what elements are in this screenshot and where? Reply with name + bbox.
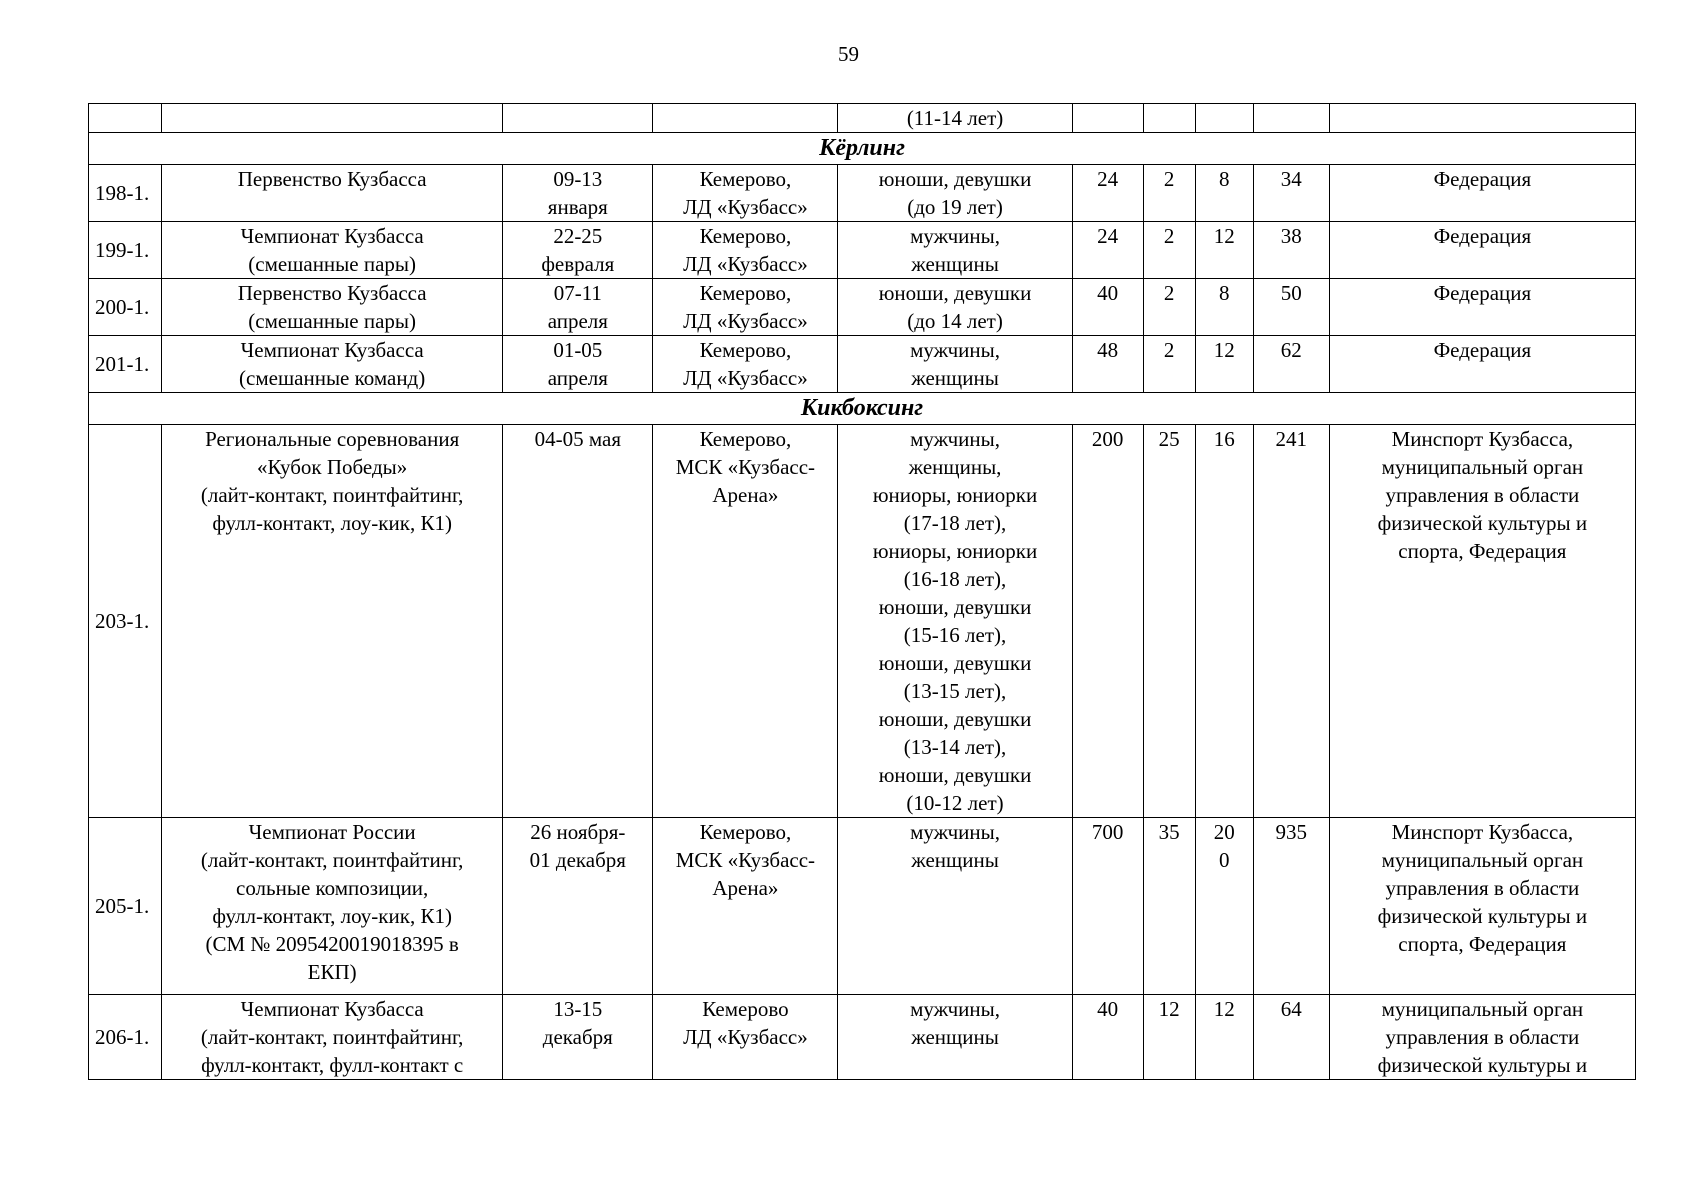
- cell-athletes: 200: [1072, 425, 1143, 818]
- cell-date: 09-13 января: [503, 165, 653, 222]
- section-header-row: [89, 393, 1636, 425]
- cell-participants: мужчины, женщины: [838, 995, 1072, 1080]
- cell-date: 22-25 февраля: [503, 222, 653, 279]
- cell-date: 13-15 декабря: [503, 995, 653, 1080]
- cell-athletes: 700: [1072, 818, 1143, 995]
- table-row: [89, 279, 1636, 336]
- cell-judges: 20 0: [1195, 818, 1253, 995]
- events-table: [88, 103, 1636, 1080]
- cell-participants: мужчины, женщины: [838, 818, 1072, 995]
- cell-name: [162, 104, 503, 133]
- carry-over-row: [89, 104, 1636, 133]
- cell-coaches: 2: [1143, 336, 1195, 393]
- cell-name: Чемпионат России (лайт-контакт, поинтфайтинг, сольные композиции, фулл-контакт, лоу-кик, К1) (СМ № 2095420019018395 в ЕКП): [162, 818, 503, 995]
- cell-judges: 12: [1195, 222, 1253, 279]
- cell-judges: 12: [1195, 336, 1253, 393]
- cell-num: 201-1.: [89, 336, 162, 393]
- cell-num: 203-1.: [89, 425, 162, 818]
- cell-name: Чемпионат Кузбасса (смешанные пары): [162, 222, 503, 279]
- cell-judges: 12: [1195, 995, 1253, 1080]
- cell-coaches: 12: [1143, 995, 1195, 1080]
- table-row: [89, 336, 1636, 393]
- cell-num: 198-1.: [89, 165, 162, 222]
- cell-date: 26 ноября- 01 декабря: [503, 818, 653, 995]
- cell-organizer: муниципальный орган управления в области физической культуры и: [1329, 995, 1635, 1080]
- cell-num: [89, 104, 162, 133]
- cell-place: [653, 104, 838, 133]
- cell-total: 62: [1253, 336, 1329, 393]
- table-row: [89, 222, 1636, 279]
- cell-organizer: Минспорт Кузбасса, муниципальный орган управления в области физической культуры и спорта, Федерация: [1329, 425, 1635, 818]
- cell-judges: 16: [1195, 425, 1253, 818]
- cell-organizer: Федерация: [1329, 336, 1635, 393]
- cell-place: Кемерово, МСК «Кузбасс- Арена»: [653, 818, 838, 995]
- cell-num: 206-1.: [89, 995, 162, 1080]
- cell-athletes: 48: [1072, 336, 1143, 393]
- page-number: 59: [838, 42, 859, 66]
- cell-date: 01-05 апреля: [503, 336, 653, 393]
- cell-name: Первенство Кузбасса: [162, 165, 503, 222]
- cell-coaches: 2: [1143, 279, 1195, 336]
- cell-coaches: 2: [1143, 165, 1195, 222]
- cell-organizer: Минспорт Кузбасса, муниципальный орган управления в области физической культуры и спорта, Федерация: [1329, 818, 1635, 995]
- cell-name: Чемпионат Кузбасса (лайт-контакт, поинтфайтинг, фулл-контакт, фулл-контакт с: [162, 995, 503, 1080]
- cell-num: 200-1.: [89, 279, 162, 336]
- cell-organizer: Федерация: [1329, 279, 1635, 336]
- cell-date: 07-11 апреля: [503, 279, 653, 336]
- cell-name: Региональные соревнования «Кубок Победы» (лайт-контакт, поинтфайтинг, фулл-контакт, лоу-кик, К1): [162, 425, 503, 818]
- cell-organizer: Федерация: [1329, 165, 1635, 222]
- cell-coaches: [1143, 104, 1195, 133]
- cell-coaches: 35: [1143, 818, 1195, 995]
- cell-total: 38: [1253, 222, 1329, 279]
- cell-athletes: 40: [1072, 279, 1143, 336]
- cell-organizer: Федерация: [1329, 222, 1635, 279]
- cell-place: Кемерово, ЛД «Кузбасс»: [653, 165, 838, 222]
- cell-name: Первенство Кузбасса (смешанные пары): [162, 279, 503, 336]
- cell-participants: мужчины, женщины: [838, 222, 1072, 279]
- cell-num: 205-1.: [89, 818, 162, 995]
- cell-athletes: 24: [1072, 222, 1143, 279]
- cell-total: 50: [1253, 279, 1329, 336]
- cell-num: 199-1.: [89, 222, 162, 279]
- cell-organizer: [1329, 104, 1635, 133]
- cell-place: Кемерово, ЛД «Кузбасс»: [653, 336, 838, 393]
- section-title: Кикбоксинг: [89, 393, 1636, 425]
- section-header-row: [89, 133, 1636, 165]
- table-row: [89, 818, 1636, 995]
- table-row: [89, 165, 1636, 222]
- cell-place: Кемерово, ЛД «Кузбасс»: [653, 222, 838, 279]
- table-row: [89, 995, 1636, 1080]
- cell-total: 34: [1253, 165, 1329, 222]
- cell-date: [503, 104, 653, 133]
- section-title: Кёрлинг: [89, 133, 1636, 165]
- cell-name: Чемпионат Кузбасса (смешанные команд): [162, 336, 503, 393]
- cell-participants: (11-14 лет): [838, 104, 1072, 133]
- cell-athletes: 24: [1072, 165, 1143, 222]
- cell-total: 935: [1253, 818, 1329, 995]
- cell-participants: мужчины, женщины: [838, 336, 1072, 393]
- cell-coaches: 2: [1143, 222, 1195, 279]
- cell-place: Кемерово ЛД «Кузбасс»: [653, 995, 838, 1080]
- cell-judges: 8: [1195, 279, 1253, 336]
- cell-athletes: 40: [1072, 995, 1143, 1080]
- cell-athletes: [1072, 104, 1143, 133]
- cell-place: Кемерово, ЛД «Кузбасс»: [653, 279, 838, 336]
- cell-total: 241: [1253, 425, 1329, 818]
- cell-total: [1253, 104, 1329, 133]
- cell-date: 04-05 мая: [503, 425, 653, 818]
- cell-judges: [1195, 104, 1253, 133]
- cell-participants: юноши, девушки (до 19 лет): [838, 165, 1072, 222]
- cell-participants: мужчины, женщины, юниоры, юниорки (17-18 лет), юниоры, юниорки (16-18 лет), юноши, девушки (15-16 лет), юноши, девушки (13-15 лет), юноши, девушки (13-14 лет), юноши, девушки (10-12 лет): [838, 425, 1072, 818]
- cell-participants: юноши, девушки (до 14 лет): [838, 279, 1072, 336]
- cell-total: 64: [1253, 995, 1329, 1080]
- cell-coaches: 25: [1143, 425, 1195, 818]
- table-row: [89, 425, 1636, 818]
- cell-place: Кемерово, МСК «Кузбасс- Арена»: [653, 425, 838, 818]
- cell-judges: 8: [1195, 165, 1253, 222]
